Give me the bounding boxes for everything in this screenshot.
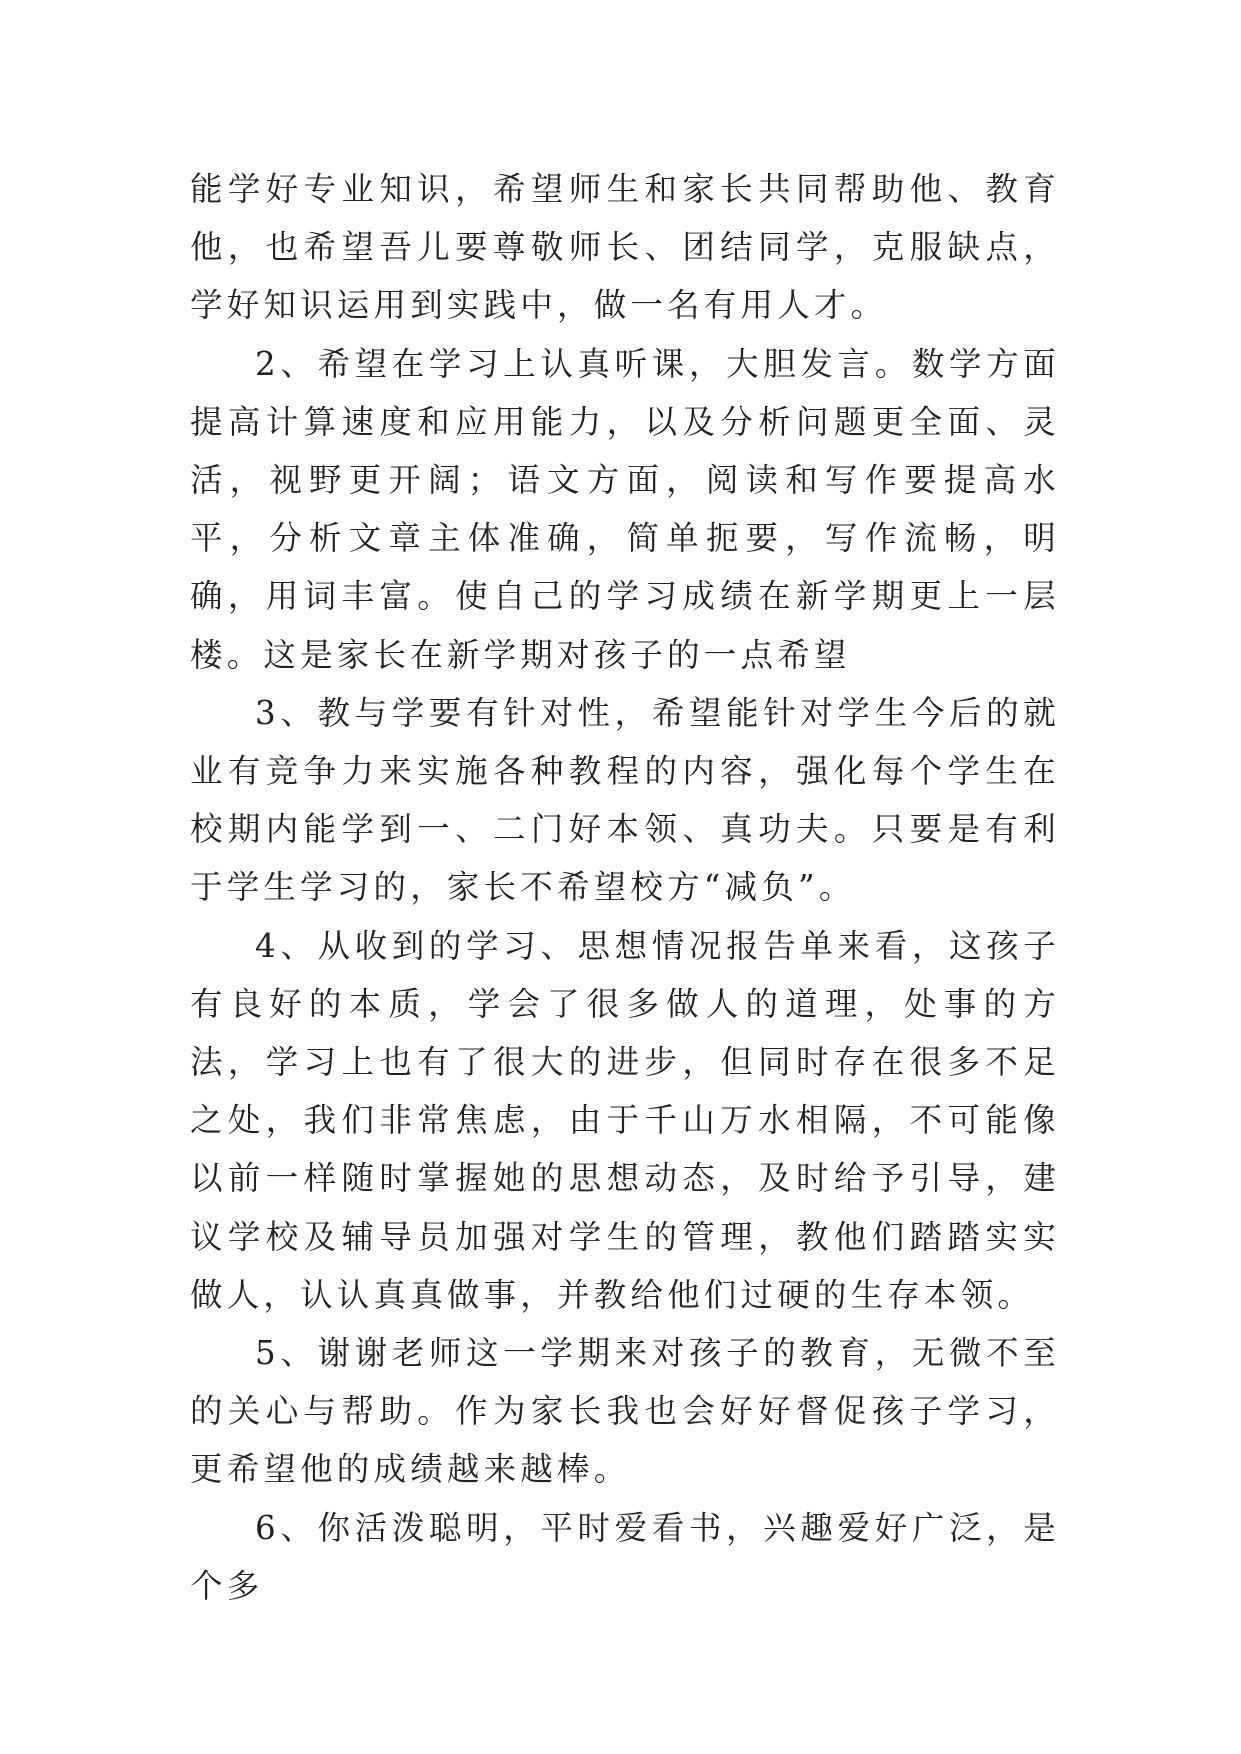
paragraph-5: 5、谢谢老师这一学期来对孩子的教育，无微不至的关心与帮助。作为家长我也会好好督促孩子学习，更希望他的成绩越来越棒。: [190, 1334, 1060, 1489]
paragraph-6: 6、你活泼聪明，平时爱看书，兴趣爱好广泛，是个多: [190, 1508, 1060, 1605]
paragraph-4: 4、从收到的学习、思想情况报告单来看，这孩子有良好的本质，学会了很多做人的道理，处事的方法，学习上也有了很大的进步，但同时存在很多不足之处，我们非常焦虑，由于千山万水相隔，不可能像以前一样随时掌握她的思想动态，及时给予引导，建议学校及辅导员加强对学生的管理，教他们踏踏实实做人，认认真真做事，并教给他们过硬的生存本领。: [190, 926, 1060, 1314]
paragraph-2: 2、希望在学习上认真听课，大胆发言。数学方面提高计算速度和应用能力，以及分析问题更全面、灵活，视野更开阔；语文方面，阅读和写作要提高水平，分析文章主体准确，简单扼要，写作流畅，明确，用词丰富。使自己的学习成绩在新学期更上一层楼。这是家长在新学期对孩子的一点希望: [190, 344, 1060, 674]
document-body: [190, 160, 1060, 1615]
paragraph-3: 3、教与学要有针对性，希望能针对学生今后的就业有竞争力来实施各种教程的内容，强化每个学生在校期内能学到一、二门好本领、真功夫。只要是有利于学生学习的，家长不希望校方“减负”。: [190, 693, 1060, 907]
paragraph-1: 能学好专业知识，希望师生和家长共同帮助他、教育他，也希望吾儿要尊敬师长、团结同学，克服缺点，学好知识运用到实践中，做一名有用人才。: [190, 170, 1060, 325]
